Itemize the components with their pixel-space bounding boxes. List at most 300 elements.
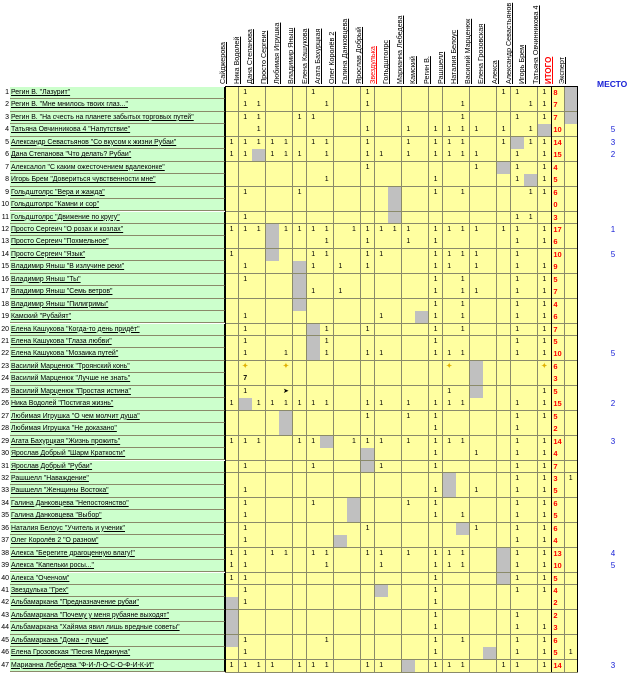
vote-cell[interactable] — [402, 286, 416, 299]
vote-cell[interactable] — [334, 585, 348, 598]
total-cell[interactable]: 5 — [551, 647, 565, 660]
place-cell[interactable]: 2 — [610, 399, 616, 409]
vote-cell[interactable] — [347, 660, 361, 673]
vote-cell[interactable]: 1 — [239, 386, 253, 399]
vote-cell[interactable] — [252, 286, 266, 299]
vote-cell[interactable] — [252, 299, 266, 312]
vote-cell[interactable]: 1 — [252, 660, 266, 673]
vote-cell[interactable]: 1 — [334, 286, 348, 299]
vote-cell[interactable] — [266, 573, 280, 586]
entry-name-cell[interactable]: Альбамаркана "Хайяма явил лишь вредные советы" — [10, 622, 225, 634]
vote-cell[interactable] — [483, 199, 497, 212]
vote-cell[interactable]: 1 — [538, 411, 552, 424]
vote-cell[interactable] — [524, 473, 538, 486]
vote-cell[interactable]: 1 — [511, 622, 525, 635]
vote-cell[interactable] — [347, 647, 361, 660]
vote-cell[interactable] — [293, 373, 307, 386]
entry-name-cell[interactable]: Ника Водолей "Постигая жизнь" — [10, 398, 225, 410]
vote-cell[interactable]: 1 — [225, 224, 239, 237]
row-number[interactable]: 47 — [1, 661, 9, 669]
vote-cell[interactable] — [470, 635, 484, 648]
vote-cell[interactable] — [564, 610, 578, 623]
vote-cell[interactable]: ✦ — [538, 361, 552, 374]
vote-cell[interactable] — [279, 436, 293, 449]
vote-cell[interactable]: 1 — [429, 137, 443, 150]
vote-cell[interactable] — [524, 299, 538, 312]
vote-cell[interactable] — [388, 261, 402, 274]
vote-cell[interactable] — [443, 299, 457, 312]
vote-cell[interactable]: 1 — [402, 498, 416, 511]
vote-cell[interactable] — [388, 99, 402, 112]
vote-cell[interactable] — [524, 448, 538, 461]
vote-cell[interactable]: 1 — [375, 560, 389, 573]
total-cell[interactable]: 7 — [551, 112, 565, 125]
vote-cell[interactable]: 1 — [511, 149, 525, 162]
vote-cell[interactable] — [402, 635, 416, 648]
vote-cell[interactable] — [320, 274, 334, 287]
vote-cell[interactable] — [415, 498, 429, 511]
vote-cell[interactable] — [483, 610, 497, 623]
vote-cell[interactable] — [347, 112, 361, 125]
vote-cell[interactable] — [483, 535, 497, 548]
vote-cell[interactable] — [225, 461, 239, 474]
vote-cell[interactable] — [470, 411, 484, 424]
vote-cell[interactable] — [415, 187, 429, 200]
vote-cell[interactable] — [415, 436, 429, 449]
vote-cell[interactable] — [483, 635, 497, 648]
vote-cell[interactable]: 1 — [456, 299, 470, 312]
vote-cell[interactable] — [225, 299, 239, 312]
vote-cell[interactable] — [564, 386, 578, 399]
vote-cell[interactable] — [293, 124, 307, 137]
vote-cell[interactable] — [279, 299, 293, 312]
row-number[interactable]: 6 — [5, 151, 9, 159]
vote-cell[interactable]: 1 — [511, 585, 525, 598]
vote-cell[interactable] — [388, 361, 402, 374]
vote-cell[interactable] — [415, 261, 429, 274]
vote-cell[interactable]: 1 — [429, 336, 443, 349]
vote-cell[interactable] — [252, 597, 266, 610]
vote-cell[interactable] — [279, 124, 293, 137]
self-vote-cell[interactable] — [225, 597, 239, 610]
vote-cell[interactable]: 1 — [511, 461, 525, 474]
vote-cell[interactable] — [320, 423, 334, 436]
vote-cell[interactable]: 1 — [511, 236, 525, 249]
vote-cell[interactable] — [456, 535, 470, 548]
vote-cell[interactable] — [415, 199, 429, 212]
total-cell[interactable]: 4 — [551, 585, 565, 598]
vote-cell[interactable] — [307, 647, 321, 660]
vote-cell[interactable] — [347, 585, 361, 598]
vote-cell[interactable] — [307, 174, 321, 187]
total-cell[interactable]: 5 — [551, 386, 565, 399]
vote-cell[interactable] — [252, 473, 266, 486]
vote-cell[interactable]: 1 — [361, 411, 375, 424]
entry-name-cell[interactable]: Елена Кашукова "Мозаика путей" — [10, 348, 225, 360]
vote-cell[interactable] — [388, 311, 402, 324]
vote-cell[interactable] — [470, 398, 484, 411]
vote-cell[interactable] — [279, 249, 293, 262]
vote-cell[interactable] — [375, 473, 389, 486]
vote-cell[interactable] — [347, 473, 361, 486]
vote-cell[interactable]: 1 — [293, 187, 307, 200]
vote-cell[interactable] — [266, 174, 280, 187]
vote-cell[interactable] — [266, 635, 280, 648]
row-number[interactable]: 43 — [1, 611, 9, 619]
vote-cell[interactable] — [225, 535, 239, 548]
vote-cell[interactable] — [293, 411, 307, 424]
vote-cell[interactable] — [524, 548, 538, 561]
vote-cell[interactable]: 1 — [429, 398, 443, 411]
vote-cell[interactable] — [388, 610, 402, 623]
vote-cell[interactable] — [470, 610, 484, 623]
vote-cell[interactable] — [443, 99, 457, 112]
vote-cell[interactable] — [307, 99, 321, 112]
vote-cell[interactable] — [334, 423, 348, 436]
entry-name-cell[interactable]: Александр Севастьянов "Со вкусом к жизни Рубаи" — [10, 137, 225, 149]
vote-cell[interactable] — [402, 87, 416, 100]
vote-cell[interactable] — [524, 311, 538, 324]
vote-cell[interactable] — [388, 510, 402, 523]
vote-cell[interactable]: 1 — [293, 436, 307, 449]
vote-cell[interactable]: 1 — [239, 261, 253, 274]
vote-cell[interactable] — [470, 348, 484, 361]
vote-cell[interactable] — [320, 473, 334, 486]
vote-cell[interactable] — [347, 311, 361, 324]
vote-cell[interactable] — [483, 386, 497, 399]
self-vote-cell[interactable] — [456, 523, 470, 536]
vote-cell[interactable]: 1 — [429, 348, 443, 361]
vote-cell[interactable] — [483, 573, 497, 586]
vote-cell[interactable] — [415, 461, 429, 474]
row-number[interactable]: 16 — [1, 275, 9, 283]
vote-cell[interactable] — [307, 361, 321, 374]
vote-cell[interactable] — [293, 610, 307, 623]
vote-cell[interactable] — [524, 535, 538, 548]
vote-cell[interactable] — [225, 324, 239, 337]
vote-cell[interactable]: 1 — [511, 261, 525, 274]
vote-cell[interactable]: 1 — [429, 573, 443, 586]
row-number[interactable]: 9 — [5, 188, 9, 196]
vote-cell[interactable] — [402, 448, 416, 461]
total-cell[interactable]: 14 — [551, 137, 565, 150]
vote-cell[interactable]: 1 — [511, 249, 525, 262]
vote-cell[interactable] — [225, 361, 239, 374]
vote-cell[interactable] — [361, 187, 375, 200]
vote-cell[interactable]: 1 — [307, 498, 321, 511]
vote-cell[interactable] — [538, 212, 552, 225]
vote-cell[interactable] — [334, 461, 348, 474]
vote-cell[interactable] — [307, 510, 321, 523]
vote-cell[interactable] — [361, 112, 375, 125]
vote-cell[interactable]: 1 — [470, 448, 484, 461]
vote-cell[interactable]: 1 — [307, 261, 321, 274]
vote-cell[interactable]: 1 — [511, 436, 525, 449]
vote-cell[interactable]: 1 — [225, 560, 239, 573]
vote-cell[interactable] — [252, 274, 266, 287]
vote-cell[interactable]: 1 — [361, 87, 375, 100]
vote-cell[interactable]: 1 — [429, 299, 443, 312]
vote-cell[interactable] — [347, 174, 361, 187]
vote-cell[interactable]: 1 — [443, 261, 457, 274]
vote-cell[interactable]: 1 — [429, 411, 443, 424]
vote-cell[interactable] — [375, 137, 389, 150]
vote-cell[interactable]: 1 — [239, 485, 253, 498]
vote-cell[interactable]: 1 — [225, 573, 239, 586]
vote-cell[interactable]: 1 — [375, 436, 389, 449]
vote-cell[interactable] — [443, 373, 457, 386]
vote-cell[interactable] — [456, 236, 470, 249]
vote-cell[interactable]: 1 — [266, 548, 280, 561]
vote-cell[interactable]: 1 — [456, 137, 470, 150]
entry-name-cell[interactable]: Владимир Яныш "Семь ветров" — [10, 286, 225, 298]
vote-cell[interactable] — [266, 199, 280, 212]
vote-cell[interactable] — [293, 423, 307, 436]
total-cell[interactable]: 4 — [551, 448, 565, 461]
vote-cell[interactable] — [483, 336, 497, 349]
vote-cell[interactable] — [307, 236, 321, 249]
total-cell[interactable]: 2 — [551, 597, 565, 610]
vote-cell[interactable] — [334, 398, 348, 411]
vote-cell[interactable] — [307, 597, 321, 610]
vote-cell[interactable]: 1 — [470, 162, 484, 175]
entry-name-cell[interactable]: Гольдштолрс "Вера и жажда" — [10, 187, 225, 199]
vote-cell[interactable] — [239, 473, 253, 486]
vote-cell[interactable] — [266, 311, 280, 324]
entry-name-cell[interactable]: Василий Марценюк "Простая истина" — [10, 386, 225, 398]
vote-cell[interactable]: 1 — [470, 224, 484, 237]
vote-cell[interactable] — [415, 324, 429, 337]
vote-cell[interactable] — [415, 560, 429, 573]
vote-cell[interactable] — [266, 124, 280, 137]
self-vote-cell[interactable] — [361, 448, 375, 461]
vote-cell[interactable] — [239, 236, 253, 249]
vote-cell[interactable] — [225, 411, 239, 424]
vote-cell[interactable] — [293, 174, 307, 187]
entry-name-cell[interactable]: Просто Сергеич "О розах и козлах" — [10, 224, 225, 236]
total-cell[interactable]: 13 — [551, 548, 565, 561]
vote-cell[interactable] — [252, 348, 266, 361]
self-vote-cell[interactable] — [443, 485, 457, 498]
vote-cell[interactable]: 1 — [361, 436, 375, 449]
vote-cell[interactable]: 1 — [429, 286, 443, 299]
vote-cell[interactable] — [252, 548, 266, 561]
vote-cell[interactable] — [497, 523, 511, 536]
total-cell[interactable]: 7 — [551, 99, 565, 112]
vote-cell[interactable] — [334, 510, 348, 523]
total-cell[interactable]: 5 — [551, 274, 565, 287]
vote-cell[interactable] — [470, 461, 484, 474]
vote-cell[interactable]: 1 — [538, 236, 552, 249]
vote-cell[interactable]: 1 — [429, 174, 443, 187]
vote-cell[interactable]: 1 — [375, 348, 389, 361]
vote-cell[interactable]: 1 — [538, 162, 552, 175]
vote-cell[interactable] — [307, 622, 321, 635]
vote-cell[interactable]: 1 — [320, 336, 334, 349]
vote-cell[interactable]: 1 — [239, 336, 253, 349]
vote-cell[interactable]: 1 — [375, 398, 389, 411]
vote-cell[interactable] — [497, 622, 511, 635]
vote-cell[interactable] — [361, 535, 375, 548]
entry-name-cell[interactable]: Гольдштолрс "Камни и сор" — [10, 199, 225, 211]
vote-cell[interactable] — [252, 573, 266, 586]
vote-cell[interactable] — [564, 436, 578, 449]
vote-cell[interactable]: 1 — [511, 348, 525, 361]
vote-cell[interactable] — [334, 448, 348, 461]
vote-cell[interactable]: 1 — [402, 236, 416, 249]
vote-cell[interactable] — [443, 187, 457, 200]
vote-cell[interactable]: 1 — [239, 597, 253, 610]
vote-cell[interactable] — [239, 286, 253, 299]
vote-cell[interactable] — [334, 373, 348, 386]
vote-cell[interactable] — [334, 348, 348, 361]
vote-cell[interactable] — [361, 610, 375, 623]
vote-cell[interactable] — [415, 124, 429, 137]
total-cell[interactable]: 4 — [551, 299, 565, 312]
vote-cell[interactable] — [402, 361, 416, 374]
vote-cell[interactable] — [388, 324, 402, 337]
vote-cell[interactable] — [564, 261, 578, 274]
vote-cell[interactable] — [225, 311, 239, 324]
entry-name-cell[interactable]: Владимир Яныш "Ты" — [10, 274, 225, 286]
vote-cell[interactable] — [347, 274, 361, 287]
vote-cell[interactable]: 1 — [239, 274, 253, 287]
vote-cell[interactable]: 1 — [320, 149, 334, 162]
vote-cell[interactable] — [443, 174, 457, 187]
vote-cell[interactable] — [443, 236, 457, 249]
vote-cell[interactable]: 1 — [511, 311, 525, 324]
vote-cell[interactable] — [497, 647, 511, 660]
place-cell[interactable]: 3 — [610, 660, 616, 670]
vote-cell[interactable] — [293, 324, 307, 337]
vote-cell[interactable] — [470, 473, 484, 486]
vote-cell[interactable] — [279, 87, 293, 100]
vote-cell[interactable] — [375, 162, 389, 175]
vote-cell[interactable] — [347, 299, 361, 312]
vote-cell[interactable] — [497, 149, 511, 162]
vote-cell[interactable] — [415, 523, 429, 536]
vote-cell[interactable] — [279, 448, 293, 461]
vote-cell[interactable] — [388, 286, 402, 299]
vote-cell[interactable] — [279, 187, 293, 200]
vote-cell[interactable] — [361, 560, 375, 573]
vote-cell[interactable] — [347, 162, 361, 175]
vote-cell[interactable] — [415, 585, 429, 598]
vote-cell[interactable] — [334, 647, 348, 660]
vote-cell[interactable] — [443, 87, 457, 100]
vote-cell[interactable] — [456, 597, 470, 610]
vote-cell[interactable]: 1 — [429, 660, 443, 673]
vote-cell[interactable]: 1 — [225, 660, 239, 673]
vote-cell[interactable] — [415, 274, 429, 287]
vote-cell[interactable] — [266, 386, 280, 399]
row-number[interactable]: 38 — [1, 549, 9, 557]
total-cell[interactable]: 6 — [551, 498, 565, 511]
self-vote-cell[interactable] — [293, 261, 307, 274]
self-vote-cell[interactable] — [402, 660, 416, 673]
vote-cell[interactable] — [279, 286, 293, 299]
vote-cell[interactable] — [402, 112, 416, 125]
vote-cell[interactable] — [347, 523, 361, 536]
vote-cell[interactable] — [347, 124, 361, 137]
vote-cell[interactable] — [293, 236, 307, 249]
total-cell[interactable]: 15 — [551, 149, 565, 162]
vote-cell[interactable] — [293, 597, 307, 610]
vote-cell[interactable]: 1 — [225, 149, 239, 162]
vote-cell[interactable]: 1 — [538, 348, 552, 361]
total-cell[interactable]: 5 — [551, 573, 565, 586]
vote-cell[interactable] — [388, 436, 402, 449]
vote-cell[interactable] — [266, 336, 280, 349]
vote-cell[interactable]: 1 — [456, 99, 470, 112]
total-cell[interactable]: 7 — [551, 286, 565, 299]
vote-cell[interactable] — [266, 523, 280, 536]
vote-cell[interactable]: 1 — [239, 635, 253, 648]
vote-cell[interactable] — [279, 585, 293, 598]
vote-cell[interactable]: 1 — [538, 448, 552, 461]
total-cell[interactable]: 10 — [551, 249, 565, 262]
vote-cell[interactable] — [388, 461, 402, 474]
row-number[interactable]: 35 — [1, 512, 9, 520]
vote-cell[interactable]: 1 — [239, 324, 253, 337]
vote-cell[interactable] — [443, 286, 457, 299]
vote-cell[interactable] — [497, 336, 511, 349]
vote-cell[interactable] — [388, 597, 402, 610]
vote-cell[interactable] — [564, 299, 578, 312]
vote-cell[interactable]: 1 — [402, 398, 416, 411]
vote-cell[interactable]: 1 — [361, 99, 375, 112]
vote-cell[interactable] — [334, 436, 348, 449]
self-vote-cell[interactable] — [252, 149, 266, 162]
vote-cell[interactable]: 1 — [456, 548, 470, 561]
vote-cell[interactable]: 7 — [239, 373, 253, 386]
vote-cell[interactable] — [456, 87, 470, 100]
vote-cell[interactable]: 1 — [511, 162, 525, 175]
vote-cell[interactable] — [266, 99, 280, 112]
vote-cell[interactable] — [429, 99, 443, 112]
vote-cell[interactable]: 1 — [307, 660, 321, 673]
vote-cell[interactable] — [388, 87, 402, 100]
vote-cell[interactable] — [252, 498, 266, 511]
vote-cell[interactable]: 1 — [511, 274, 525, 287]
vote-cell[interactable]: 1 — [388, 224, 402, 237]
vote-cell[interactable] — [279, 112, 293, 125]
vote-cell[interactable] — [470, 212, 484, 225]
vote-cell[interactable] — [470, 112, 484, 125]
row-number[interactable]: 46 — [1, 649, 9, 657]
vote-cell[interactable] — [375, 261, 389, 274]
vote-cell[interactable] — [415, 535, 429, 548]
vote-cell[interactable]: 1 — [538, 498, 552, 511]
vote-cell[interactable] — [252, 448, 266, 461]
vote-cell[interactable] — [429, 162, 443, 175]
vote-cell[interactable]: 1 — [429, 224, 443, 237]
vote-cell[interactable] — [375, 573, 389, 586]
entry-name-cell[interactable]: Наталия Белоус "Учитель и ученик" — [10, 523, 225, 535]
vote-cell[interactable]: 1 — [429, 485, 443, 498]
vote-cell[interactable] — [497, 249, 511, 262]
vote-cell[interactable] — [497, 535, 511, 548]
vote-cell[interactable] — [429, 361, 443, 374]
vote-cell[interactable]: 1 — [361, 236, 375, 249]
vote-cell[interactable] — [252, 523, 266, 536]
vote-cell[interactable]: 1 — [239, 535, 253, 548]
vote-cell[interactable]: 1 — [266, 398, 280, 411]
vote-cell[interactable] — [252, 647, 266, 660]
vote-cell[interactable] — [252, 249, 266, 262]
vote-cell[interactable] — [388, 498, 402, 511]
vote-cell[interactable]: 1 — [320, 635, 334, 648]
